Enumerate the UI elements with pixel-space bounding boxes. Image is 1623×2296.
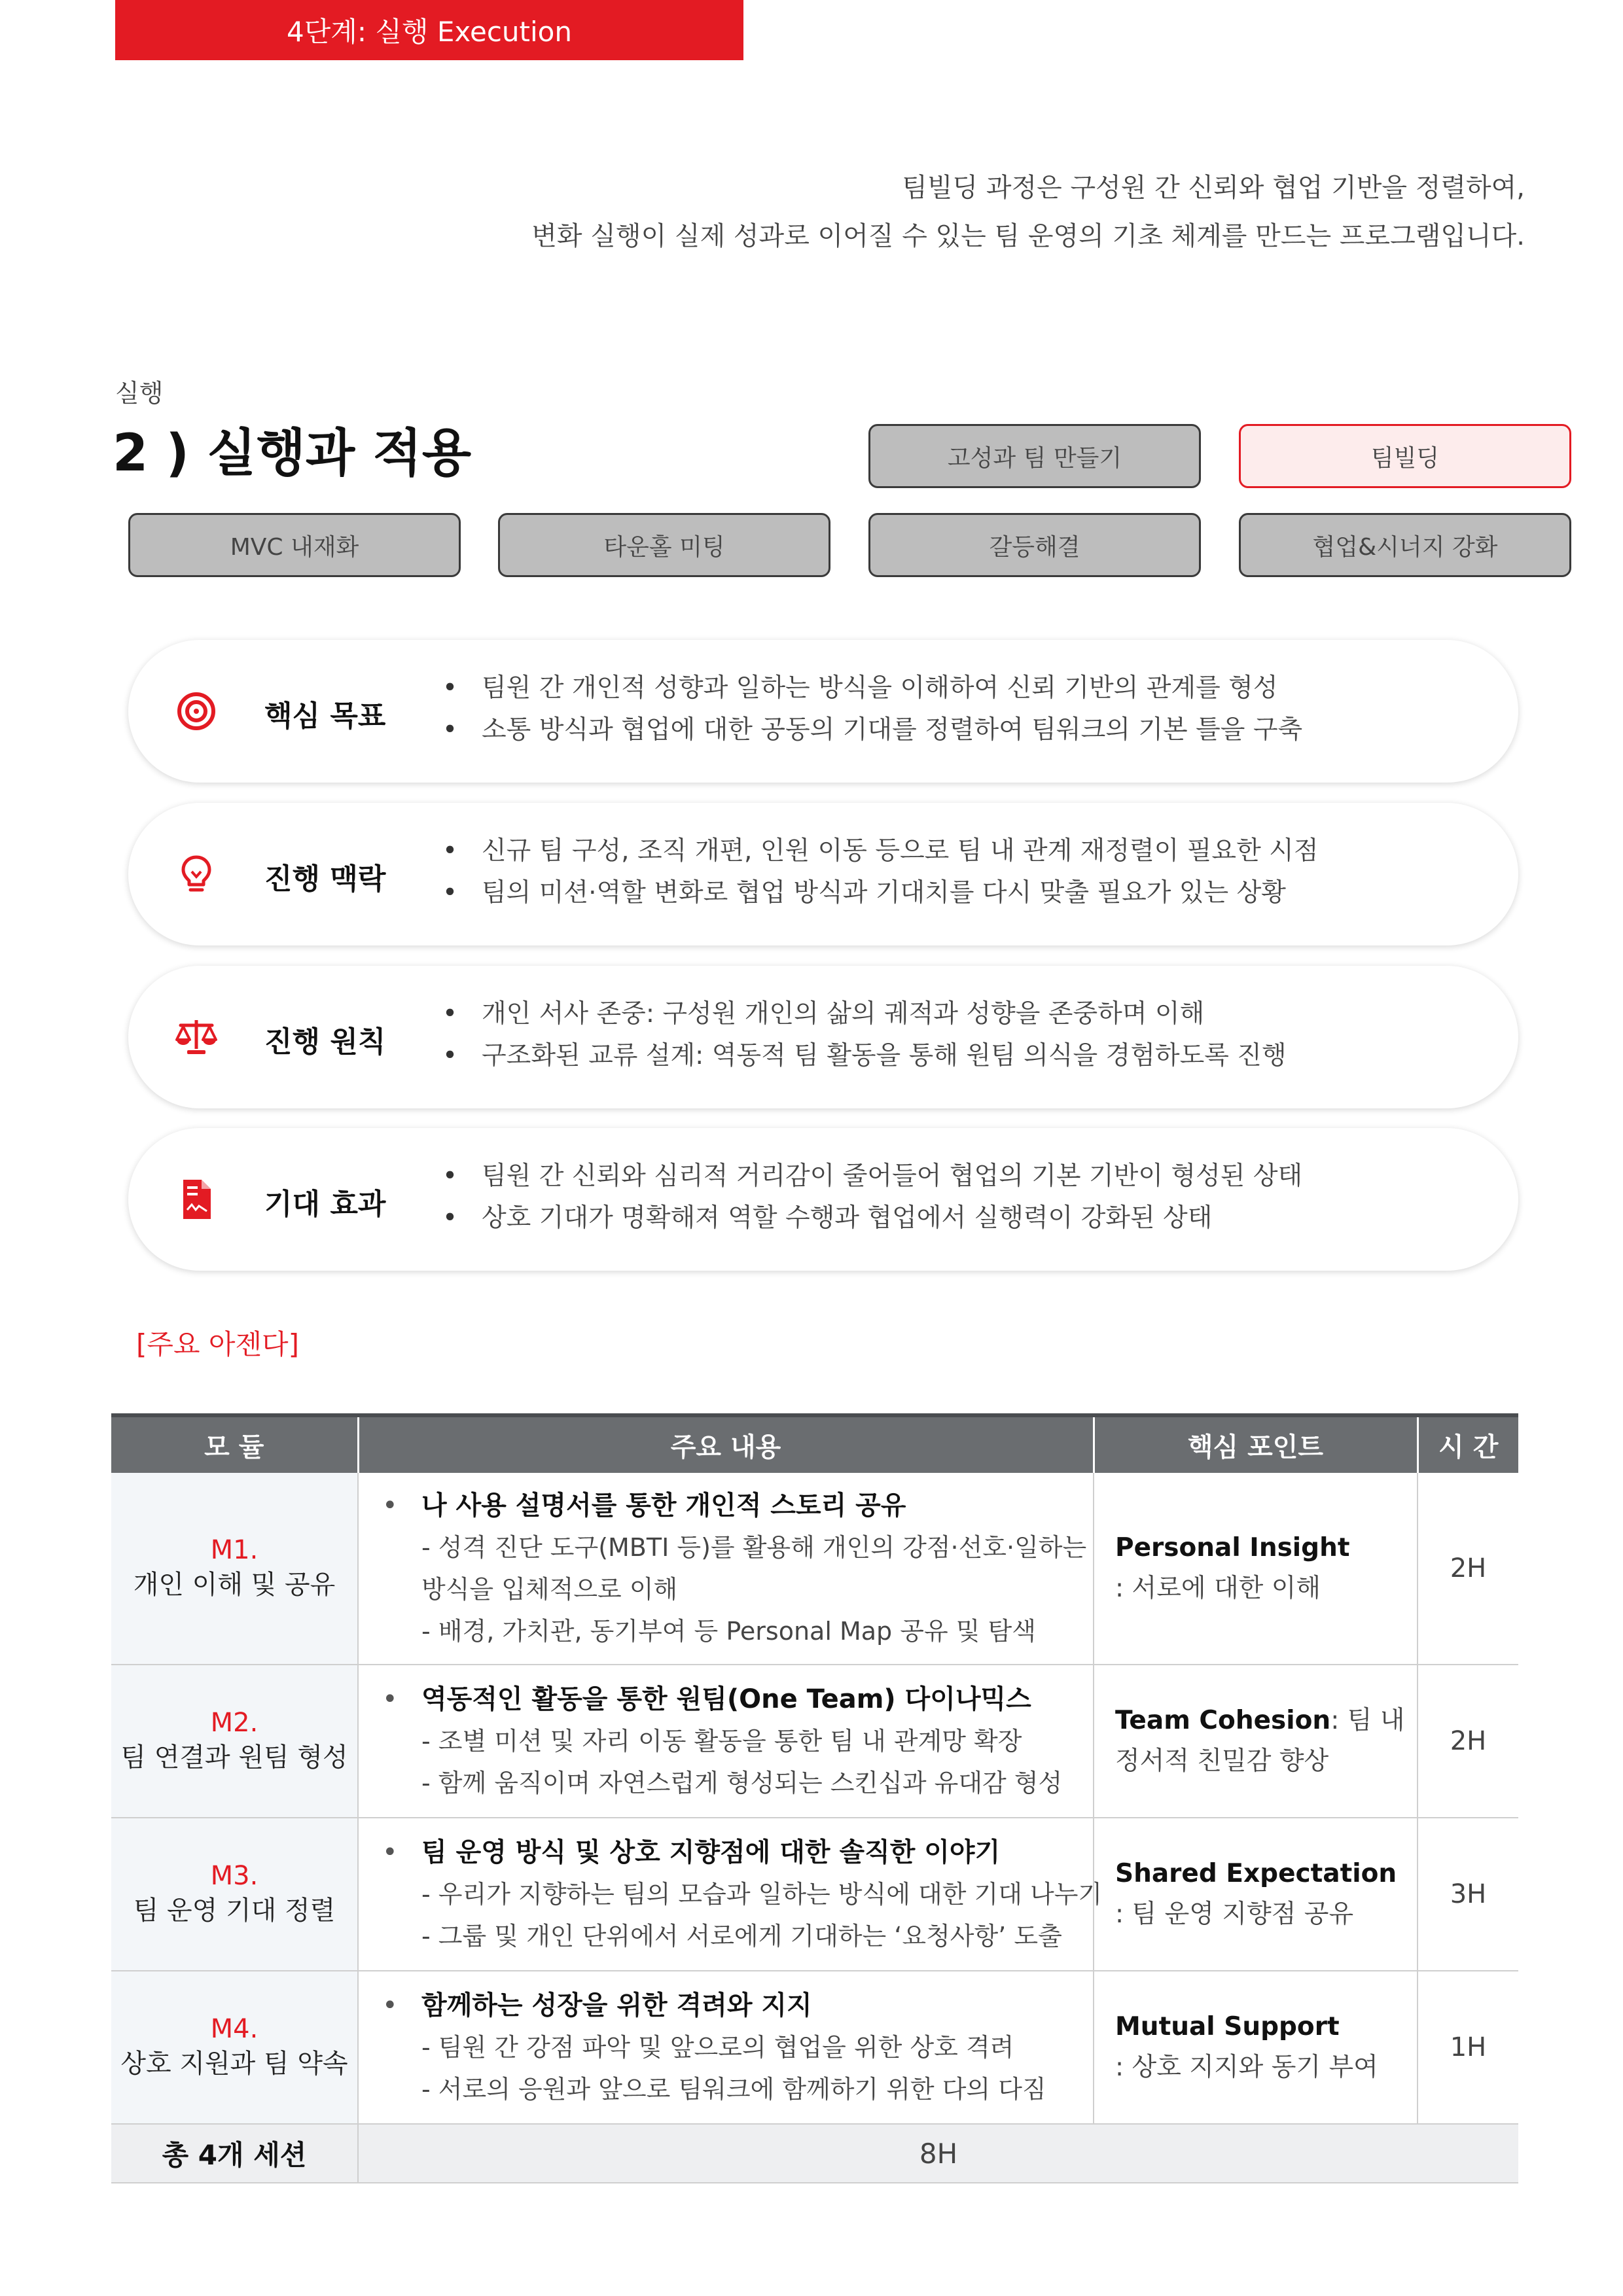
content-heading: • 역동적인 활동을 통한 원팀(One Team) 다이나믹스 (382, 1678, 1093, 1720)
card-bullet: • 팀의 미션·역할 변화로 협업 방식과 기대치를 다시 맞출 필요가 있는 상황 (442, 872, 1319, 914)
intro-line-1: 팀빌딩 과정은 구성원 간 신뢰와 협업 기반을 정렬하여, (902, 173, 1525, 203)
stage-tag: 4단계: 실행 Execution (115, 0, 743, 60)
card-bullets (442, 1156, 1302, 1239)
header-module: 모 듈 (111, 1415, 358, 1473)
agenda-table (111, 1413, 1518, 2183)
card-bullets (442, 830, 1319, 914)
content-heading: • 나 사용 설명서를 통한 개인적 스토리 공유 (382, 1485, 1093, 1527)
content-cell (358, 1665, 1094, 1818)
content-line: - 팀원 간 강점 파악 및 앞으로의 협업을 위한 상호 격려 (421, 2033, 1014, 2062)
section-title: 2 ) 실행과 적용 (113, 424, 472, 483)
info-card-effect (128, 1128, 1518, 1271)
program-button-high-performance-team[interactable]: 고성과 팀 만들기 (868, 424, 1201, 488)
module-cell (111, 1665, 358, 1818)
card-title: 진행 원칙 (264, 1025, 386, 1059)
content-line: - 서로의 응원과 앞으로 팀워크에 함께하기 위한 다의 다짐 (421, 2075, 1046, 2104)
module-cell (111, 1971, 358, 2124)
point-desc: : 서로에 대한 이해 (1115, 1574, 1321, 1603)
program-button-townhall[interactable]: 타운홀 미팅 (498, 513, 830, 577)
table-total-row (111, 2124, 1518, 2183)
module-cell (111, 1473, 358, 1665)
card-bullet: • 상호 기대가 명확해져 역할 수행과 협업에서 실행력이 강화된 상태 (442, 1197, 1302, 1239)
card-bullet: • 팀원 간 신뢰와 심리적 거리감이 줄어들어 협업의 기본 기반이 형성된 상태 (442, 1156, 1302, 1197)
module-name: 팀 연결과 원팀 형성 (120, 1742, 348, 1773)
content-line: - 성격 진단 도구(MBTI 등)를 활용해 개인의 강점·선호·일하는 (421, 1533, 1087, 1562)
module-name: 상호 지원과 팀 약속 (120, 2049, 348, 2079)
point-cell (1094, 1818, 1418, 1971)
time-cell: 2H (1418, 1473, 1518, 1665)
content-line: 방식을 입체적으로 이해 (421, 1575, 678, 1604)
module-code: M4. (210, 2014, 259, 2044)
program-button-mvc[interactable]: MVC 내재화 (128, 513, 461, 577)
content-heading: • 팀 운영 방식 및 상호 지향점에 대한 솔직한 이야기 (382, 1831, 1093, 1873)
module-name: 팀 운영 기대 정렬 (133, 1896, 336, 1926)
program-button-collaboration[interactable]: 협업&시너지 강화 (1239, 513, 1571, 577)
card-bullet: • 팀원 간 개인적 성향과 일하는 방식을 이해하여 신뢰 기반의 관계를 형성 (442, 667, 1302, 709)
time-cell: 1H (1418, 1971, 1518, 2124)
content-cell (358, 1473, 1094, 1665)
time-cell: 2H (1418, 1665, 1518, 1818)
info-card-context (128, 803, 1518, 945)
content-line: - 우리가 지향하는 팀의 모습과 일하는 방식에 대한 기대 나누기 (421, 1880, 1103, 1909)
point-cell (1094, 1665, 1418, 1818)
point-keyword: Personal Insight (1115, 1533, 1350, 1563)
content-line: - 조별 미션 및 자리 이동 활동을 통한 팀 내 관계망 확장 (421, 1727, 1022, 1756)
point-desc: : 팀 운영 지향점 공유 (1115, 1899, 1354, 1929)
card-bullet: • 구조화된 교류 설계: 역동적 팀 활동을 통해 원팀 의식을 경험하도록 진행 (442, 1035, 1287, 1077)
section-label: 실행 (115, 379, 164, 408)
card-bullet: • 개인 서사 존중: 구성원 개인의 삶의 궤적과 성향을 존중하며 이해 (442, 993, 1287, 1035)
point-cell (1094, 1473, 1418, 1665)
table-row (111, 1971, 1518, 2124)
point-desc: : 팀 내 정서적 친밀감 향상 (1115, 1706, 1405, 1776)
table-header-row (111, 1415, 1518, 1473)
card-bullets (442, 667, 1302, 751)
balance-scale-icon (174, 1015, 219, 1059)
module-name: 개인 이해 및 공유 (133, 1570, 336, 1600)
content-cell (358, 1818, 1103, 1971)
target-icon (174, 689, 219, 733)
report-document-icon (174, 1177, 219, 1222)
intro-text (531, 164, 1525, 260)
content-line: - 배경, 가치관, 동기부여 등 Personal Map 공유 및 탐색 (421, 1617, 1036, 1646)
point-desc: : 상호 지지와 동기 부여 (1115, 2053, 1378, 2082)
card-bullet: • 신규 팀 구성, 조직 개편, 인원 이동 등으로 팀 내 관계 재정렬이 필요한 시점 (442, 830, 1319, 872)
module-cell (111, 1818, 358, 1971)
info-card-goal (128, 640, 1518, 783)
point-keyword: Team Cohesion (1115, 1706, 1331, 1735)
time-cell: 3H (1418, 1818, 1518, 1971)
point-keyword: Mutual Support (1115, 2012, 1340, 2041)
content-heading: • 함께하는 성장을 위한 격려와 지지 (382, 1985, 1093, 2026)
card-title: 진행 맥락 (264, 862, 386, 896)
content-line: - 그룹 및 개인 단위에서 서로에게 기대하는 ‘요청사항’ 도출 (421, 1922, 1062, 1951)
card-bullets (442, 993, 1287, 1077)
table-row (111, 1818, 1518, 1971)
intro-line-2: 변화 실행이 실제 성과로 이어질 수 있는 팀 운영의 기초 체계를 만드는 프로그램입니다. (531, 221, 1525, 251)
table-row (111, 1665, 1518, 1818)
module-code: M3. (210, 1861, 259, 1891)
card-bullet: • 소통 방식과 협업에 대한 공동의 기대를 정렬하여 팀워크의 기본 틀을 구축 (442, 709, 1302, 751)
table-row (111, 1473, 1518, 1665)
program-button-conflict-resolution[interactable]: 갈등해결 (868, 513, 1201, 577)
header-content: 주요 내용 (358, 1415, 1094, 1473)
point-keyword: Shared Expectation (1115, 1859, 1397, 1888)
header-time: 시 간 (1418, 1415, 1518, 1473)
total-label: 총 4개 세션 (111, 2124, 358, 2183)
module-code: M1. (210, 1535, 259, 1565)
agenda-label: [주요 아젠다] (136, 1328, 299, 1360)
lightbulb-icon (174, 852, 219, 896)
total-value: 8H (358, 2124, 1518, 2183)
point-cell (1094, 1971, 1418, 2124)
content-cell (358, 1971, 1094, 2124)
program-button-team-building[interactable]: 팀빌딩 (1239, 424, 1571, 488)
card-title: 핵심 목표 (264, 699, 386, 733)
card-title: 기대 효과 (264, 1188, 386, 1221)
module-code: M2. (210, 1708, 259, 1738)
content-line: - 함께 움직이며 자연스럽게 형성되는 스킨십과 유대감 형성 (421, 1769, 1063, 1797)
header-point: 핵심 포인트 (1094, 1415, 1418, 1473)
info-card-principle (128, 966, 1518, 1108)
